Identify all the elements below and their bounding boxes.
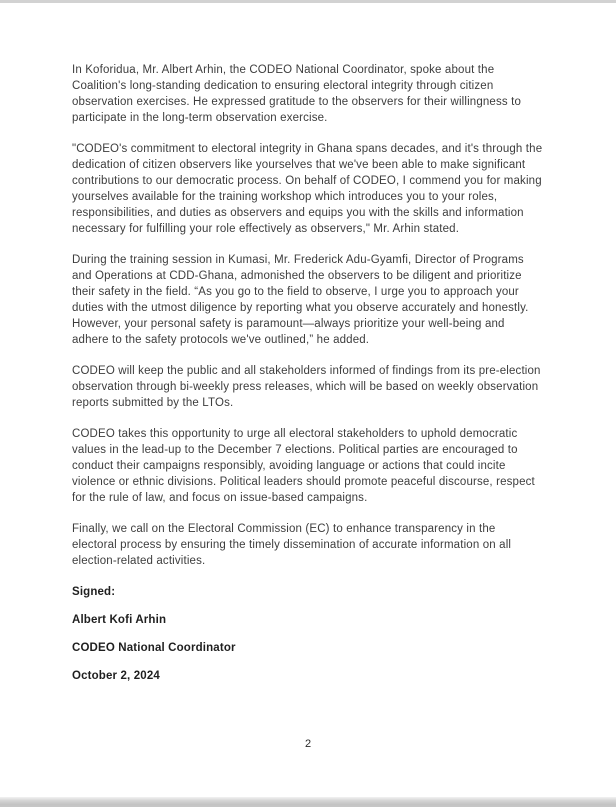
paragraph-koforidua: In Koforidua, Mr. Albert Arhin, the CODEO National Coordinator, spoke about the Coalition's long-standing dedication to ensuring electoral integrity through citizen observation exercises. He expressed gratitude to the observers for their willingness to participate in the long-term observation exercise. [72, 64, 521, 124]
paragraph-democratic-values: CODEO takes this opportunity to urge all electoral stakeholders to uphold democratic values in the lead-up to the December 7 elections. Political parties are encouraged to conduct their campaigns responsibly, avoiding language or actions that could incite violence or ethnic divisions. Political leaders should promote peaceful discourse, respect for the rule of law, and focus on issue-based campaigns. [72, 428, 535, 504]
document-body [72, 62, 543, 696]
signatory-name: Albert Kofi Arhin [72, 614, 167, 626]
paragraph-arhin-quote: "CODEO's commitment to electoral integrity in Ghana spans decades, and it's through the dedication of citizen observers like yourselves that we've been able to make significant contributions to our democratic process. On behalf of CODEO, I commend you for making yourselves available for the training workshop which introduces you to your roles, responsibilities, and duties as observers and equips you with the skills and information necessary for fulfilling your role effectively as observers," Mr. Arhin stated. [72, 143, 543, 235]
paragraph-press-releases: CODEO will keep the public and all stakeholders informed of findings from its pre-election observation through bi-weekly press releases, which will be based on weekly observation reports submitted by the LTOs. [72, 365, 541, 409]
viewer-top-edge [0, 0, 616, 3]
signatory-title: CODEO National Coordinator [72, 642, 236, 654]
paragraph-electoral-commission: Finally, we call on the Electoral Commission (EC) to enhance transparency in the electoral process by ensuring the timely dissemination of accurate information on all election-related activities. [72, 523, 512, 567]
signature-date: October 2, 2024 [72, 670, 160, 682]
viewer-bottom-edge [0, 797, 616, 807]
page-number: 2 [304, 738, 312, 750]
paragraph-kumasi-training: During the training session in Kumasi, Mr. Frederick Adu-Gyamfi, Director of Programs and Operations at CDD-Ghana, admonished the observers to be diligent and prioritize their safety in the field. “As you go to the field to observe, I urge you to approach your duties with the utmost diligence by reporting what you observe accurately and honestly. However, your personal safety is paramount—always prioritize your well-being and adhere to the safety protocols we've outlined,” he added. [72, 254, 529, 346]
signed-label: Signed: [72, 586, 116, 598]
